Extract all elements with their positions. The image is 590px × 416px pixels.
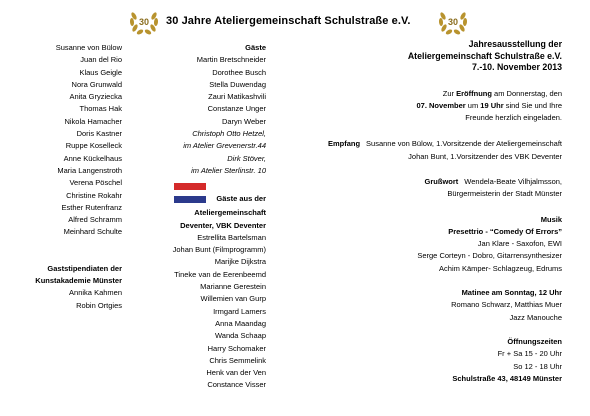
artist-name: Thomas Hak bbox=[79, 104, 122, 114]
grusswort-row bbox=[300, 176, 562, 188]
empfang-row bbox=[300, 138, 562, 150]
deventer-heading: Deventer, VBK Deventer bbox=[180, 220, 266, 230]
deventer-name: Estrellita Bartelsman bbox=[197, 232, 266, 242]
empfang-label: Empfang bbox=[327, 139, 361, 149]
guest-note: Christoph Otto Hetzel, bbox=[192, 129, 266, 139]
guest-name: Constanze Unger bbox=[207, 104, 266, 114]
artist-name: Klaus Geigle bbox=[79, 67, 122, 77]
musik-label: Musik bbox=[540, 214, 562, 224]
deventer-name: Irmgard Lamers bbox=[213, 306, 266, 316]
laurel-wreath-icon bbox=[437, 6, 469, 36]
deventer-name: Johan Bunt (Filmprogramm) bbox=[172, 245, 266, 255]
guest-note: Dirk Stöver, bbox=[227, 153, 266, 163]
matinee-line: Romano Schwarz, Matthias Muer bbox=[451, 300, 562, 310]
musik-line: Serge Corteyn - Dobro, Gitarrensynthesizer bbox=[417, 251, 562, 261]
musik-title: Presettrio - “Comedy Of Errors” bbox=[448, 226, 562, 236]
hours-line: Fr + Sa 15 - 20 Uhr bbox=[497, 349, 562, 359]
exhibition-title: Ateliergemeinschaft Schulstraße e.V. bbox=[407, 50, 562, 61]
stipendiaten-heading: Gaststipendiaten der bbox=[47, 263, 122, 273]
hours-heading: Öffnungszeiten bbox=[507, 336, 562, 346]
flag-bottom-stripe bbox=[174, 196, 206, 203]
opening-line: Freunde herzlich eingeladen. bbox=[465, 113, 562, 123]
stipendiat-name: Annika Kahmen bbox=[69, 288, 122, 298]
grusswort-text: Wendela-Beate Vilhjalmsson, bbox=[464, 176, 562, 186]
artist-name: Ruppe Koselleck bbox=[65, 141, 122, 151]
artist-name: Verena Pöschel bbox=[69, 178, 122, 188]
guest-name: Zauri Matikashvili bbox=[208, 92, 266, 102]
deventer-name: Anna Maandag bbox=[215, 318, 266, 328]
artist-name: Anita Gryziecka bbox=[69, 92, 122, 102]
exhibition-title: Jahresausstellung der bbox=[468, 39, 562, 49]
deventer-name: Henk van der Ven bbox=[206, 368, 266, 378]
artists-column bbox=[30, 42, 122, 312]
exhibition-dates: 7.-10. November 2013 bbox=[472, 62, 562, 72]
deventer-name: Tineke van de Eerenbeemd bbox=[174, 269, 266, 279]
artist-name: Alfred Schramm bbox=[68, 215, 122, 225]
stipendiaten-heading: Kunstakademie Münster bbox=[35, 276, 122, 286]
artist-name: Christine Rokahr bbox=[66, 190, 122, 200]
stipendiat-name: Robin Ortgies bbox=[76, 300, 122, 310]
flag-area bbox=[160, 183, 266, 207]
empfang-text: Susanne von Bülow, 1.Vorsitzende der Ateliergemeinschaft bbox=[366, 139, 562, 149]
guest-name: Martin Bretschneider bbox=[196, 55, 266, 65]
hours-line: So 12 - 18 Uhr bbox=[513, 361, 562, 371]
musik-line: Achim Kämper- Schlagzeug, Edrums bbox=[439, 263, 562, 273]
header bbox=[0, 6, 590, 36]
dutch-flag-icon bbox=[174, 183, 206, 207]
deventer-name: Harry Schomaker bbox=[207, 343, 266, 353]
artist-name: Nikola Hamacher bbox=[64, 116, 122, 126]
deventer-name: Willemien van Gurp bbox=[200, 294, 266, 304]
svg-text:30: 30 bbox=[447, 17, 459, 27]
musik-line: Jan Klare - Saxofon, EWI bbox=[477, 239, 562, 249]
artist-name: Nora Grunwald bbox=[71, 79, 122, 89]
artist-name: Doris Kastner bbox=[76, 129, 122, 139]
opening-line: Zur Eröffnung am Donnerstag, den bbox=[442, 88, 562, 98]
guest-note: im Atelier Grevenerstr.44 bbox=[183, 141, 266, 151]
guest-name: Dorothee Busch bbox=[212, 67, 266, 77]
artist-name: Juan del Rio bbox=[80, 55, 122, 65]
laurel-wreath-icon bbox=[128, 6, 160, 36]
page-title: 30 Jahre Ateliergemeinschaft Schulstraße e.V. bbox=[166, 15, 411, 27]
artist-name: Anne Kückelhaus bbox=[63, 153, 122, 163]
deventer-heading: Ateliergemeinschaft bbox=[194, 208, 266, 218]
grusswort-label: Grußwort bbox=[424, 176, 459, 186]
grusswort-text: Bürgermeisterin der Stadt Münster bbox=[447, 189, 562, 199]
flag-top-stripe bbox=[174, 183, 206, 190]
deventer-name: Marijke Dijkstra bbox=[214, 257, 266, 267]
svg-text:30: 30 bbox=[138, 17, 150, 27]
matinee-heading: Matinee am Sonntag, 12 Uhr bbox=[461, 288, 562, 298]
guests-heading: Gäste bbox=[245, 43, 266, 52]
opening-line: 07. November um 19 Uhr sind Sie und Ihre bbox=[416, 100, 562, 110]
artist-name: Esther Rutenfranz bbox=[61, 202, 122, 212]
deventer-name: Marianne Gerestein bbox=[200, 282, 266, 292]
guests-column bbox=[160, 42, 266, 392]
matinee-line: Jazz Manouche bbox=[509, 312, 562, 322]
address: Schulstraße 43, 48149 Münster bbox=[452, 373, 562, 383]
artist-name: Meinhard Schulte bbox=[63, 227, 122, 237]
flag-middle-stripe bbox=[174, 190, 206, 196]
deventer-name: Constance Visser bbox=[207, 380, 266, 390]
guest-name: Daryn Weber bbox=[221, 116, 266, 126]
deventer-name: Chris Semmelink bbox=[209, 355, 266, 365]
guest-name: Stella Duwendag bbox=[209, 79, 266, 89]
artist-name: Susanne von Bülow bbox=[55, 43, 122, 52]
deventer-name: Wanda Schaap bbox=[214, 331, 266, 341]
guest-note: im Atelier Sterlinstr. 10 bbox=[191, 165, 266, 175]
artist-name: Maria Langenstroth bbox=[57, 165, 122, 175]
deventer-heading: Gäste aus der bbox=[216, 194, 266, 204]
event-info-column bbox=[300, 39, 562, 385]
empfang-text: Johan Bunt, 1.Vorsitzender des VBK Deventer bbox=[408, 151, 562, 161]
